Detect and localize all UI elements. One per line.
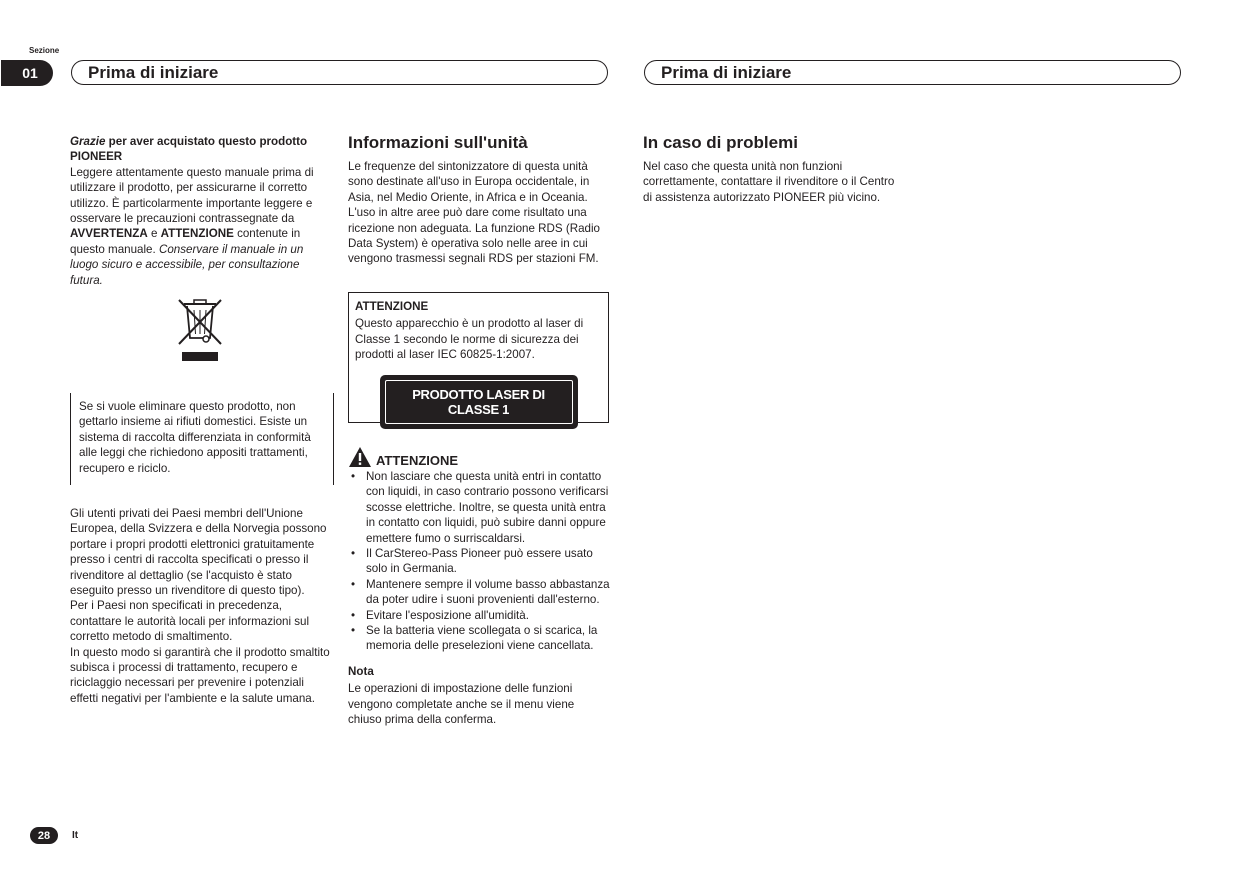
list-item: • Evitare l'esposizione all'umidità. — [348, 608, 610, 623]
language-code: It — [72, 830, 79, 841]
laser-caution-box — [348, 292, 609, 423]
disposal-box — [70, 393, 334, 485]
right-page-title: Prima di iniziare — [644, 60, 1181, 85]
page-number: 28 — [30, 827, 58, 844]
laser-box-title: ATTENZIONE — [355, 300, 429, 313]
list-item: • Se la batteria viene scollegata o si scarica, la memoria delle preselezioni viene cancellata. — [348, 623, 610, 654]
disposal-text: Se si vuole eliminare questo prodotto, non gettarlo insieme ai rifiuti domestici. Esiste un sistema di raccolta differenziata in conformità alle leggi che richiedono appositi trattamenti, recupero e riciclo. — [79, 400, 311, 475]
intro-section — [70, 134, 332, 288]
unit-info-heading: Informazioni sull'unità — [348, 133, 528, 152]
list-item: • Non lasciare che questa unità entri in contatto con liquidi, in caso contrario possono verificarsi scosse elettriche. Inoltre, se questa unità entra in contatto con liquidi, può subire danni oppure emettere fumo o surriscaldarsi. — [348, 469, 610, 546]
eu-paragraph-2: Per i Paesi non specificati in precedenza, contattare le autorità locali per informazioni sul corretto metodo di smaltimento. — [70, 599, 310, 644]
intro-heading: Grazie per aver acquistato questo prodotto PIONEER — [70, 135, 308, 164]
caution-title: ATTENZIONE — [376, 453, 459, 468]
section-number-badge: 01 — [1, 60, 53, 86]
nota-text: Le operazioni di impostazione delle funzioni vengono completate anche se il menu viene chiuso prima della conferma. — [348, 682, 575, 727]
caution-section — [348, 446, 610, 728]
troubleshooting-heading: In caso di problemi — [643, 133, 798, 152]
section-label: Sezione — [29, 46, 60, 55]
caution-list — [348, 469, 610, 654]
warning-triangle-icon — [348, 446, 372, 468]
laser-box-text: Questo apparecchio è un prodotto al laser di Classe 1 secondo le norme di sicurezza dei prodotti al laser IEC 60825-1:2007. — [355, 317, 584, 362]
list-item: • Mantenere sempre il volume basso abbastanza da poter udire i suoni provenienti dall'esterno. — [348, 577, 610, 608]
left-page-title: Prima di iniziare — [71, 60, 608, 85]
troubleshooting-section — [643, 133, 905, 205]
nota-title: Nota — [348, 664, 374, 678]
unit-info-paragraph: Le frequenze del sintonizzatore di questa unità sono destinate all'uso in Europa occidentale, in Asia, nel Medio Oriente, in Africa e in Oceania. L'uso in altre aree può dare come risultato una ricezione non adeguata. La funzione RDS (Radio Data System) è operativa solo nelle aree in cui vengono trasmessi segnali RDS per stazioni FM. — [348, 160, 601, 266]
intro-paragraph: Leggere attentamente questo manuale prima di utilizzare il prodotto, per assicurarne il corretto utilizzo. È particolarmente importante leggere e osservare le precauzioni contrassegnate da AVVERTENZA e ATTENZIONE contenute in questo manuale. Conservare il manuale in un luogo sicuro e accessibile, per consultazione futura. — [70, 165, 314, 287]
list-item: • Il CarStereo-Pass Pioneer può essere usato solo in Germania. — [348, 546, 610, 577]
eu-disposal-section — [70, 506, 332, 706]
crossed-out-wheelie-bin-icon — [176, 298, 224, 364]
laser-class-label: PRODOTTO LASER DI CLASSE 1 — [380, 375, 578, 429]
troubleshooting-paragraph: Nel caso che questa unità non funzioni correttamente, contattare il rivenditore o il Centro di assistenza autorizzato PIONEER più vicino. — [643, 160, 895, 204]
eu-paragraph-3: In questo modo si garantirà che il prodotto smaltito subisca i processi di trattamento, recupero e riciclaggio necessari per prevenire i potenziali effetti negativi per l'ambiente e la salute umana. — [70, 645, 330, 705]
eu-paragraph-1: Gli utenti privati dei Paesi membri dell'Unione Europea, della Svizzera e della Norvegia possono portare i propri prodotti elettronici gratuitamente presso i centri di raccolta specificati o presso il rivenditore al dettaglio (se l'acquisto è stato eseguito presso un rivenditore di questo tipo). — [70, 507, 327, 598]
unit-info-section — [348, 133, 610, 267]
